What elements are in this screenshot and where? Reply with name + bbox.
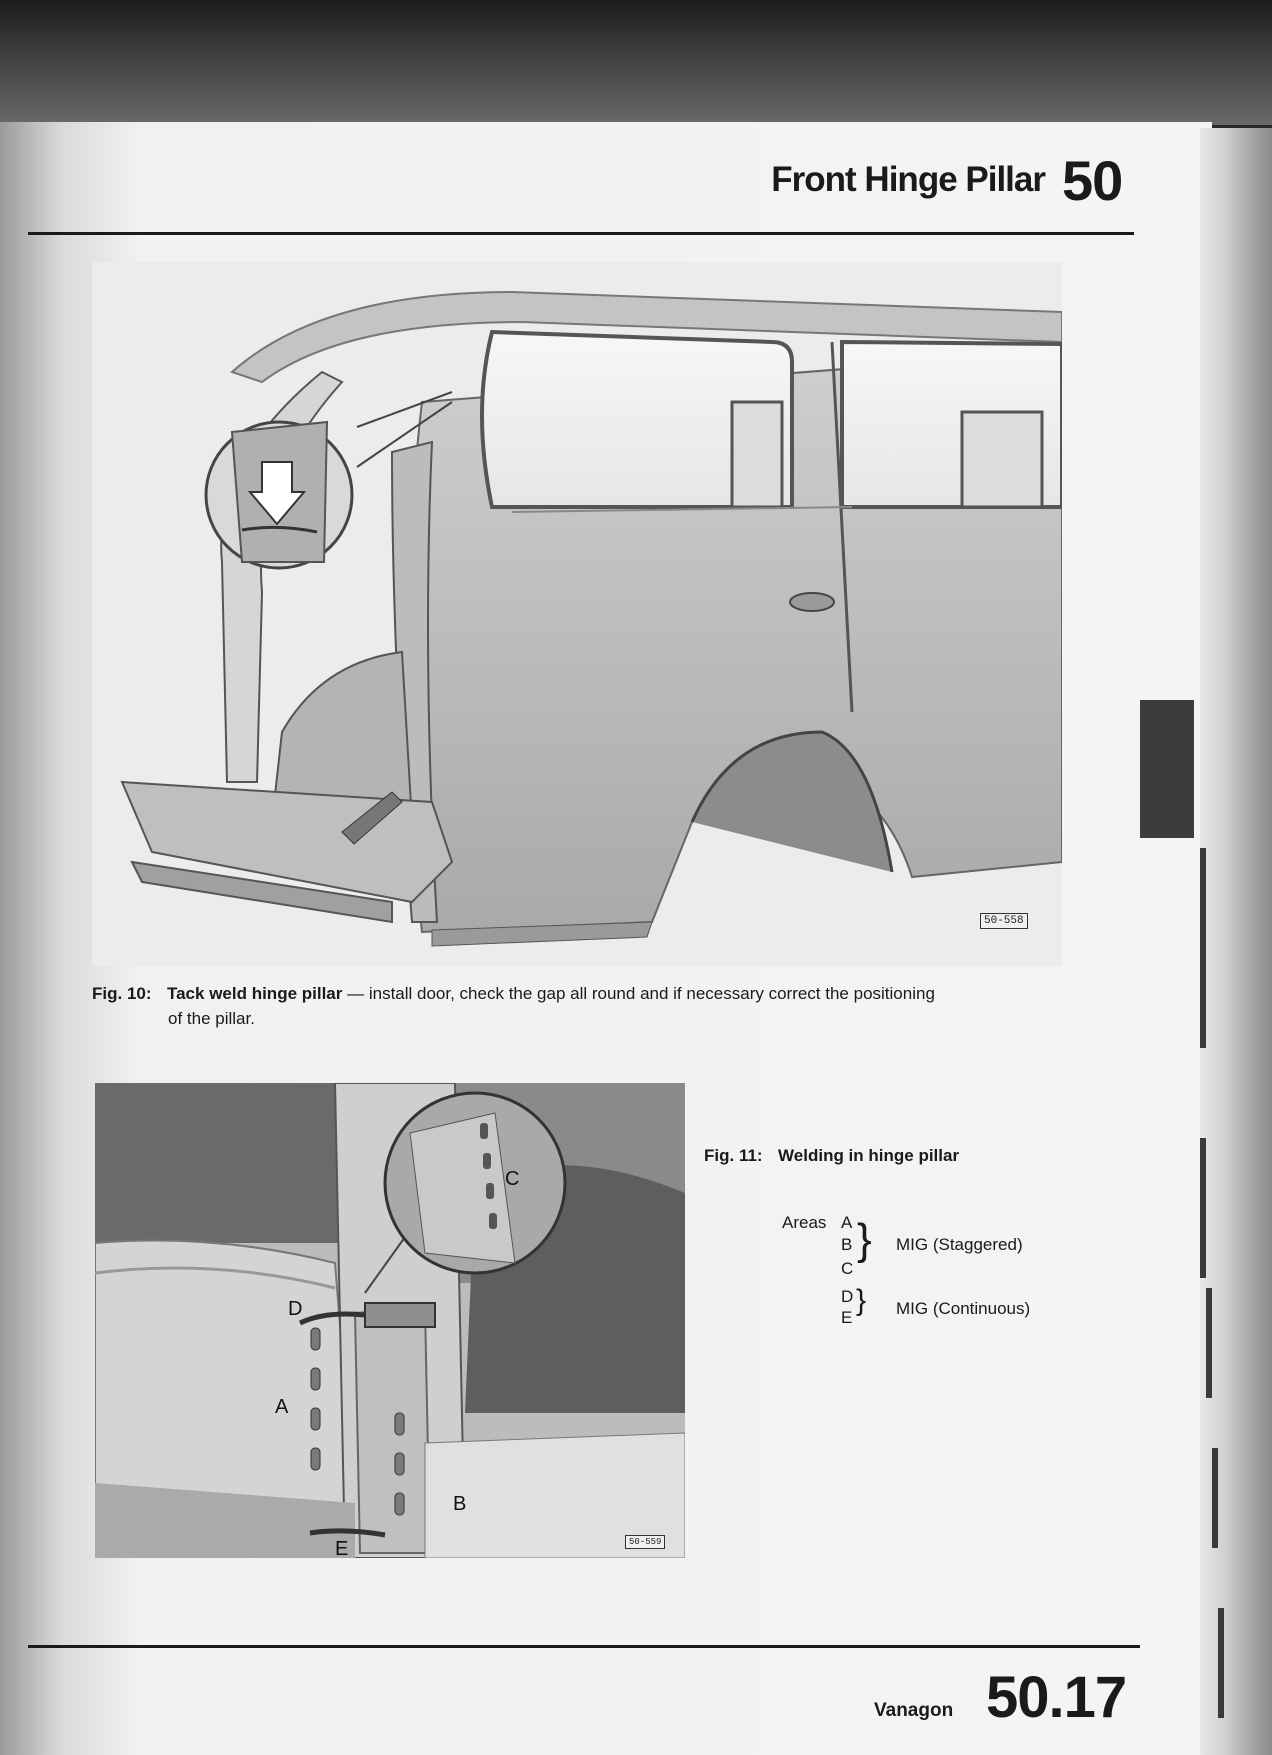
section-number: 50	[1062, 149, 1123, 212]
areas-label: Areas	[782, 1213, 827, 1232]
figure-10-image-tag: 50-558	[980, 913, 1028, 929]
callout-a: A	[275, 1396, 289, 1418]
area-letter-a: A	[841, 1213, 853, 1232]
figure-10-label: Fig. 10:	[92, 984, 152, 1003]
area-letter-d: D	[841, 1287, 854, 1306]
footer-page-number: 50.17	[986, 1665, 1127, 1730]
figure-10-text-line1: — install door, check the gap all round and if necessary correct the positioning	[342, 984, 935, 1003]
hinge-pillar-illustration	[95, 1083, 685, 1558]
brace-group1: }	[857, 1215, 872, 1264]
header-rule	[28, 232, 1134, 235]
figure-11-caption	[704, 1143, 1104, 1168]
callout-b: B	[453, 1493, 467, 1515]
group2-method: MIG (Continuous)	[896, 1299, 1031, 1318]
figure-11-label: Fig. 11:	[704, 1146, 763, 1165]
figure-10-text-line2: of the pillar.	[168, 1009, 255, 1028]
book-page-edges	[1200, 128, 1272, 1755]
callout-d: D	[288, 1298, 303, 1320]
area-letter-c: C	[841, 1259, 854, 1278]
callout-e: E	[335, 1538, 349, 1558]
figure-11-image-tag: 50-559	[625, 1535, 665, 1549]
section-title: Front Hinge Pillar	[771, 160, 1045, 199]
figure-10-heading: Tack weld hinge pillar	[166, 984, 343, 1003]
footer-rule	[28, 1645, 1140, 1648]
group1-method: MIG (Staggered)	[896, 1235, 1023, 1254]
area-letter-b: B	[841, 1235, 853, 1254]
area-letter-e: E	[841, 1308, 853, 1327]
brace-group2: }	[856, 1284, 867, 1317]
figure-11-photo	[95, 1083, 685, 1558]
scanner-background	[0, 0, 1272, 125]
callout-c: C	[505, 1168, 520, 1190]
figure-11-heading: Welding in hinge pillar	[778, 1146, 960, 1165]
figure-10-caption	[92, 981, 1052, 1031]
footer-model: Vanagon	[874, 1700, 954, 1721]
thumb-index-tab	[1140, 700, 1194, 838]
van-body-illustration	[92, 262, 1062, 966]
figure-10-photo	[92, 262, 1062, 966]
